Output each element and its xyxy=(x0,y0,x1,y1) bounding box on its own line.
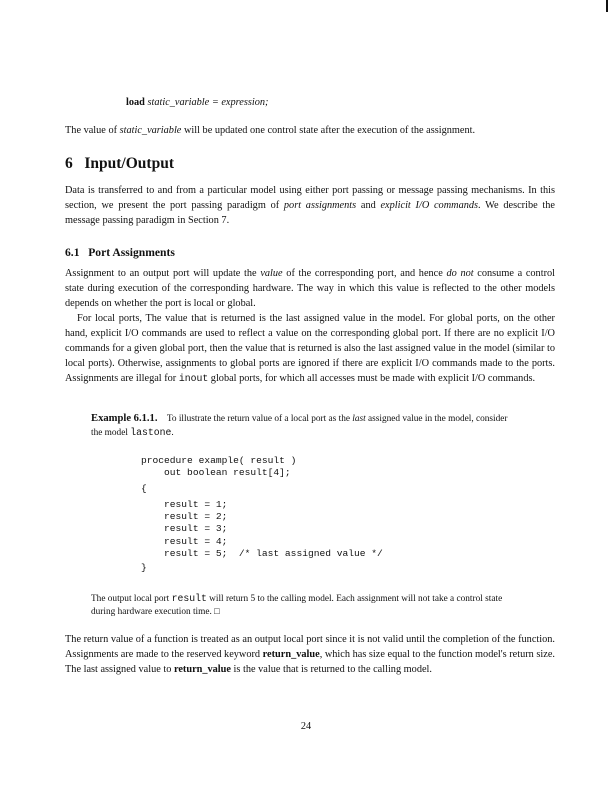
section-6-1-paragraph-1: Assignment to an output port will update the value of the corresponding port, and hence do not consume a control state during execution of the corresponding hardware. The way in which this value is reflected to the other models depends on whether the port is local or global. xyxy=(65,268,556,309)
section-number: 6 xyxy=(65,155,73,172)
section-6-1-heading xyxy=(65,246,175,259)
section-6-heading xyxy=(65,155,174,173)
section-title: Input/Output xyxy=(84,155,174,172)
example-conclusion: The output local port result will return 5 to the calling model. Each assignment will not take a control state during hardware execution time. □ xyxy=(91,593,503,617)
code-line: result = 4; xyxy=(141,535,228,547)
section-6-paragraph: Data is transferred to and from a particular model using either port passing or message passing mechanisms. In this section, we present the port passing paradigm of port assignments and explicit I/O commands. We describe the message passing paradigm in Section 7. xyxy=(65,185,555,226)
qed-symbol: □ xyxy=(214,607,220,617)
equals-sign: = xyxy=(211,97,219,108)
code-line: procedure example( result ) xyxy=(141,455,297,466)
subsection-title: Port Assignments xyxy=(88,246,175,259)
code-line: result = 1; xyxy=(141,499,228,511)
intro-paragraph: The value of static_variable will be updated one control state after the execution of the assignment. xyxy=(65,125,476,136)
code-line: } xyxy=(141,561,147,573)
code-line: result = 2; xyxy=(141,511,228,523)
final-paragraph: The return value of a function is treated as an output local port since it is not valid until the completion of the function. Assignments are made to the reserved keyword return_value, which has size equal to the function model's return size. The last assigned value to return_value is the value that is returned to the calling model. xyxy=(65,634,555,675)
example-label: Example 6.1.1. xyxy=(91,413,158,424)
section-6-1-paragraph-2: For local ports, The value that is returned is the last assigned value in the model. For global ports, on the other hand, explicit I/O commands are used to reflect a value on the corresponding global port. If there are no explicit I/O commands for a given global port, then the value that is returned is also the last assigned value in the model (similar to local ports). Otherwise, assignments to global ports are ignored if there are explicit I/O commands made to the ports. Assignments are illegal for inout global ports, for which all accesses must be made with explicit I/O commands. xyxy=(65,313,555,384)
static-variable: static_variable xyxy=(147,97,210,108)
inout-code: inout xyxy=(178,373,209,384)
static-variable-ref: static_variable xyxy=(119,125,182,136)
result-code: result xyxy=(171,593,207,604)
page-number: 24 xyxy=(300,721,312,732)
example-intro: Example 6.1.1. To illustrate the return value of a local port as the last assigned value in the model, consider the model lastone. xyxy=(91,413,508,438)
expression: expression; xyxy=(221,97,269,108)
load-keyword: load xyxy=(126,97,145,108)
code-line: { xyxy=(141,483,147,495)
lastone-code: lastone xyxy=(130,427,172,438)
scan-mark xyxy=(606,0,608,12)
code-line: out boolean result[4]; xyxy=(141,467,291,479)
code-block xyxy=(141,455,461,574)
subsection-number: 6.1 xyxy=(65,246,80,259)
code-line: result = 5; /* last assigned value */ xyxy=(141,547,383,559)
top-statement xyxy=(126,95,426,110)
code-line: result = 3; xyxy=(141,523,228,535)
